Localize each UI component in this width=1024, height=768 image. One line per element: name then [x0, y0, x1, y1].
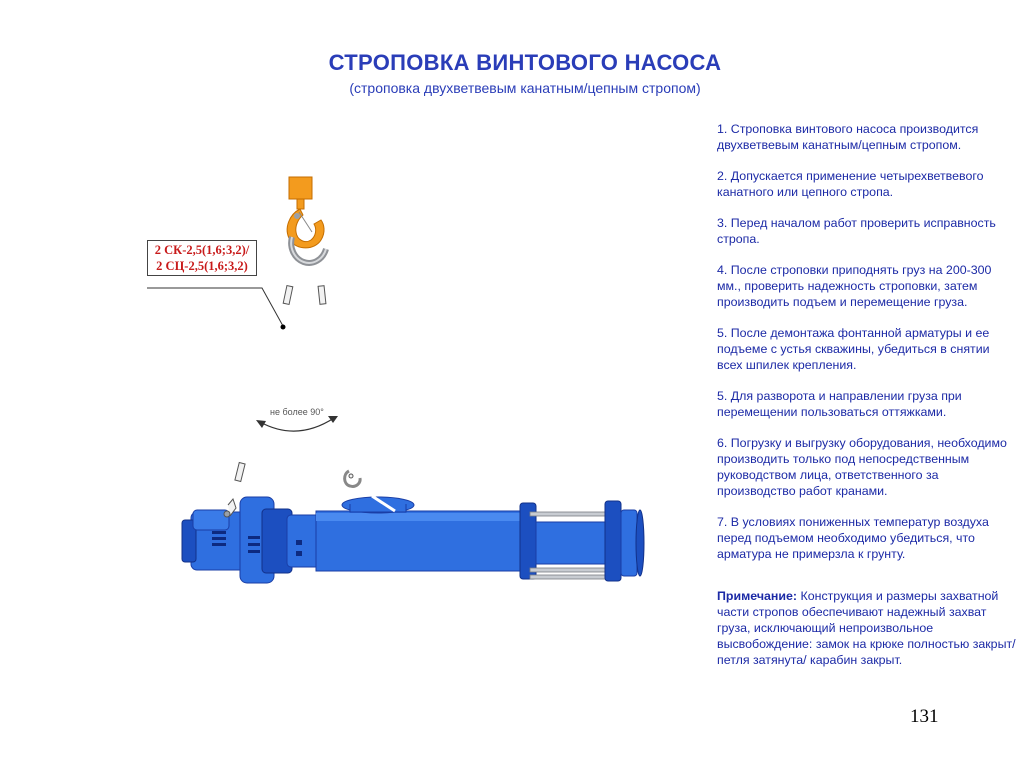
instruction-item: 4. После строповки приподнять груз на 200-300 мм., проверить надежность строповки, затем производить подъем и перемещение груза.	[717, 263, 992, 309]
screw-pump-body	[182, 496, 644, 583]
note-label: Примечание:	[717, 589, 798, 603]
sling-hook-icon	[345, 471, 361, 486]
note-text: Конструкция и размеры захватной части стропов обеспечивают надежный захват груза, исключающий непроизвольное высвобождение: замок на крюке полностью закрыт/ петля затянута/ карабин закрыт.	[717, 589, 1016, 667]
rotation-arrow-icon	[256, 416, 338, 431]
sling-label-line-1: 2 СК-2,5(1,6;3,2)/	[154, 243, 250, 257]
instruction-item: 6. Погрузку и выгрузку оборудования, необходимо производить только под непосредственным руководством лица, ответственного за производство работ кранами.	[717, 436, 1007, 498]
sling-label	[147, 240, 257, 276]
instructions-list	[717, 121, 1017, 668]
instruction-item: 5. Для разворота и направлении груза при перемещении пользоваться оттяжками.	[717, 389, 962, 419]
sling-link-icon	[283, 286, 326, 305]
sling-label-line-2: 2 СЦ-2,5(1,6;3,2)	[156, 259, 248, 273]
instruction-item: 2. Допускается применение четырехветвевого канатного или цепного стропа.	[717, 169, 984, 199]
sling-link-icon	[235, 463, 245, 482]
page-title: СТРОПОВКА ВИНТОВОГО НАСОСА	[328, 50, 722, 75]
instruction-item: 5. После демонтажа фонтанной арматуры и ее подъеме с устья скважины, убедиться в снятии всех шпилек крепления.	[717, 326, 990, 372]
note-block	[717, 588, 1017, 668]
angle-label: не более 90°	[270, 407, 324, 417]
instruction-item: 1. Строповка винтового насоса производится двухветвевым канатным/цепным стропом.	[717, 122, 979, 152]
page-number: 131	[910, 706, 939, 727]
label-leader-line	[147, 288, 286, 330]
instruction-item: 7. В условиях пониженных температур воздуха перед подъемом необходимо убедиться, что арматура не примерзла к грунту.	[717, 515, 989, 561]
instruction-item: 3. Перед началом работ проверить исправность стропа.	[717, 216, 996, 246]
page-subtitle: (строповка двухветвевым канатным/цепным стропом)	[349, 80, 701, 96]
